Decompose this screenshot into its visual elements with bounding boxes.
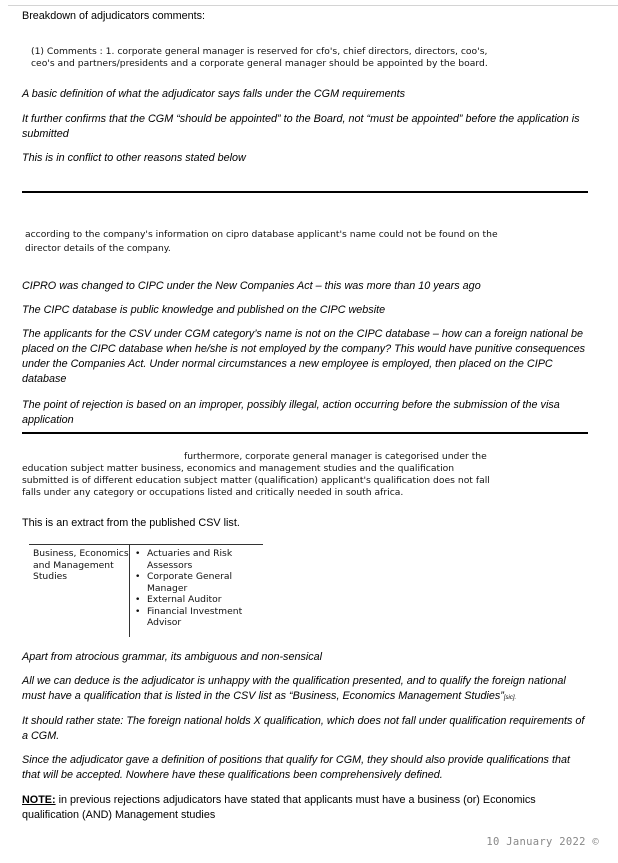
comment-2-paragraph-2: The CIPC database is public knowledge and published on the CIPC website [22,304,386,316]
page-heading: Breakdown of adjudicators comments: [22,10,206,22]
comment-1-paragraph-3: This is in conflict to other reasons stated below [22,152,246,164]
comment-2-paragraph-3: The applicants for the CSV under CGM category’s name is not on the CIPC database – how can a foreign national be placed on the CIPC database when he/she is not employed by the company? This would have punitive consequences under the Companies Act. Under normal circumstances a new employee is employed, then placed on the CIPC database [22,328,585,385]
occupation-label: Actuaries and Risk Assessors [147,548,233,571]
comment-2-paragraph-1: CIPRO was changed to CIPC under the New Companies Act – this was more than 10 years ago [22,280,481,292]
list-item [135,594,263,606]
comment-1-paragraph-2: It further confirms that the CGM “should be appointed” to the Board, not “must be appointed” before the application is submitted [22,113,580,140]
footer-date: 10 January 2022 © [486,836,599,848]
quote-3-line-4: falls under any category or occupations listed and critically needed in south africa. [22,487,404,498]
comment-2-paragraph-4: The point of rejection is based on an improper, possibly illegal, action occurring before the submission of the visa application [22,399,560,426]
section-divider-1 [22,191,588,193]
list-item [135,571,263,594]
comment-3-paragraph-3: It should rather state: The foreign national holds X qualification, which does not fall under qualification requirements of a CGM. [22,715,585,742]
extract-column-divider [129,545,130,637]
quote-1-line-1: (1) Comments : 1. corporate general manager is reserved for cfo's, chief directors, directors, coo's, [31,46,488,57]
quote-1-line-2: ceo's and partners/presidents and a corporate general manager should be appointed by the board. [31,58,488,69]
quote-3-line-2: education subject matter business, economics and management studies and the qualification [22,463,455,474]
comment-3-paragraph-4: Since the adjudicator gave a definition of positions that qualify for CGM, they should also provide qualifications that that will be accepted. Nowhere have these qualifications been comprehensively defined. [22,754,570,781]
extract-intro: This is an extract from the published CSV list. [22,517,240,529]
occupation-label: External Auditor [147,594,222,605]
note-label: NOTE: [22,794,56,806]
quote-3-line-1: furthermore, corporate general manager is categorised under the [184,451,487,462]
extract-occupation-list [135,548,263,629]
extract-category: Business, Economics and Management Studies [33,548,129,582]
occupation-label: Corporate General Manager [147,571,233,594]
bullet-icon: • [135,594,141,605]
top-divider [8,5,618,6]
comment-3-paragraph-1: Apart from atrocious grammar, its ambiguous and non-sensical [22,651,323,663]
note-paragraph [22,793,582,823]
quote-3-line-3: submitted is of different education subject matter (qualification) applicant's qualification does not fall [22,475,490,486]
comment-3-paragraph-2-text: All we can deduce is the adjudicator is unhappy with the qualification presented, and to qualify the foreign national must have a qualification that is listed in the CSV list as “Business, Economics Management Studies” [22,675,566,702]
list-item [135,548,263,571]
quote-2-line-2: director details of the company. [25,243,171,254]
sic-marker: [sic]. [503,695,517,701]
section-divider-2 [22,432,588,434]
bullet-icon: • [135,548,141,559]
csv-list-extract [29,544,263,637]
bullet-icon: • [135,605,141,617]
note-text: in previous rejections adjudicators have stated that applicants must have a business (or) Economics qualification (AND) Management studies [22,794,536,821]
bullet-icon: • [135,571,141,582]
occupation-label: Financial Investment Advisor [147,605,243,628]
quote-2-line-1: according to the company's information on cipro database applicant's name could not be found on the [25,229,498,240]
comment-3-paragraph-2 [22,674,582,706]
comment-1-paragraph-1: A basic definition of what the adjudicator says falls under the CGM requirements [22,88,406,100]
list-item [135,606,263,629]
